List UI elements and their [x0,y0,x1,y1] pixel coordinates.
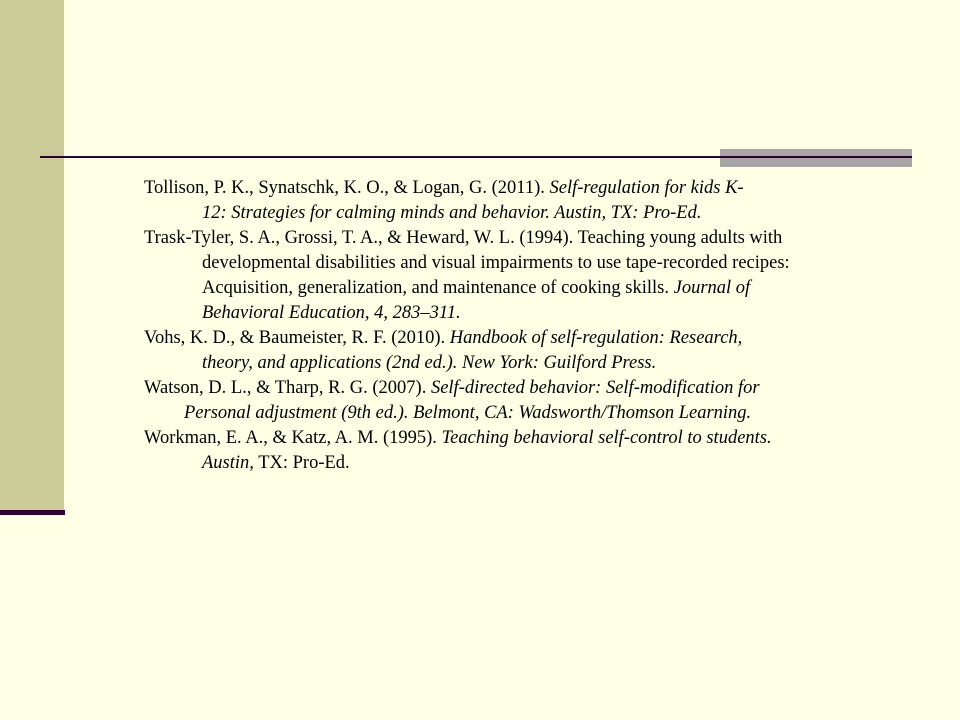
reference-line: Trask-Tyler, S. A., Grossi, T. A., & Heward, W. L. (1994). Teaching young adults with [144,228,783,248]
reference-vohs [144,326,884,376]
reference-workman [144,426,884,476]
reference-line: Watson, D. L., & Tharp, R. G. (2007). Self-directed behavior: Self-modification for [144,378,760,398]
reference-line: Austin, TX: Pro-Ed. [202,453,350,473]
reference-line: Personal adjustment (9th ed.). Belmont, CA: Wadsworth/Thomson Learning. [184,403,752,423]
reference-watson [144,376,884,426]
reference-trask-tyler [144,226,884,326]
reference-line: Acquisition, generalization, and maintenance of cooking skills. Journal of [202,278,751,298]
reference-list [144,176,884,476]
reference-line: theory, and applications (2nd ed.). New York: Guilford Press. [202,353,657,373]
reference-line: Workman, E. A., & Katz, A. M. (1995). Teaching behavioral self-control to students. [144,428,772,448]
reference-line: developmental disabilities and visual impairments to use tape-recorded recipes: [202,253,790,273]
title-divider-accent-block [720,149,912,167]
reference-tollison [144,176,884,226]
title-divider-accent-line [720,156,912,158]
left-sidebar-foot-rule [0,510,65,515]
reference-line: Vohs, K. D., & Baumeister, R. F. (2010). Handbook of self-regulation: Research, [144,328,743,348]
reference-line: Behavioral Education, 4, 283–311. [202,303,461,323]
reference-line: Tollison, P. K., Synatschk, K. O., & Logan, G. (2011). Self-regulation for kids K- [144,178,744,198]
reference-line: 12: Strategies for calming minds and behavior. Austin, TX: Pro-Ed. [202,203,702,223]
left-sidebar-bar [0,0,64,513]
